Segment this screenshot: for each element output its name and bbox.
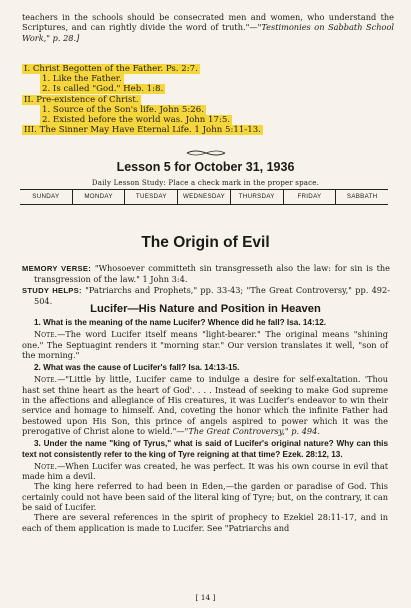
note-2: Note.—"Little by little, Lucifer came to indulge a desire for self-exaltation. 'Thou hast set thine heart as the heart of God'. . . . Instead of seeking to make God supreme in the affections and allegiance of His creatures, it was Lucifer's endeavor to win their service and homage to himself. And, coveting the honor which the infinite Father had bestowed upon His Son, this prince of angels aspired to power which it was the prerogative of Christ alone to wield."—"The Great Controversy," p. 494. <box>22 374 388 436</box>
intro-text: teachers in the schools should be consecrated men and women, who understand the Scriptures, and can rightly divide the word of truth."— <box>22 12 394 33</box>
question-1: 1. What is the meaning of the name Lucifer? Whence did he fall? Isa. 14:12. <box>34 318 327 327</box>
intro-source: "Testimonies on Sabbath School Work," p. 28.] <box>22 22 394 43</box>
note-3-paragraph: There are several references in the spirit of prophecy to Ezekiel 28:11-17, and in each of them application is made to Lucifer. See "Patriarchs and <box>22 512 388 533</box>
outline-item: 1. Source of the Son's life. John 5:26. <box>42 104 204 115</box>
memory-and-helps <box>22 263 390 306</box>
outline-item: III. The Sinner May Have Eternal Life. 1 John 5:11-13. <box>24 125 261 136</box>
intro-paragraph <box>22 12 394 43</box>
daily-study-line: Daily Lesson Study: Place a check mark in the proper space. <box>91 179 320 187</box>
outline-item: 1. Like the Father. <box>42 74 122 85</box>
section-heading: Lucifer—His Nature and Position in Heaven <box>90 303 321 315</box>
day-cell[interactable]: FRIDAY <box>284 190 337 204</box>
note-label: Note. <box>34 329 58 340</box>
day-cell[interactable]: SUNDAY <box>20 190 73 204</box>
lesson-outline <box>22 64 382 135</box>
note-2-source: "The Great Controversy," p. 494. <box>184 425 320 436</box>
outline-item: 2. Existed before the world was. John 17:5. <box>42 115 231 126</box>
divider-ornament-icon <box>185 149 227 157</box>
outline-item: II. Pre-existence of Christ. <box>24 94 139 105</box>
day-cell[interactable]: THURSDAY <box>231 190 284 204</box>
day-cell[interactable]: SABBATH <box>346 193 378 200</box>
note-label: Note. <box>34 460 58 471</box>
note-3-paragraph: The king here referred to had been in Eden,—the garden or paradise of God. This certainly could not have been said of the literal king of Tyre; but, on the contrary, it can be said of Lucifer. <box>22 481 388 513</box>
day-cell[interactable]: WEDNESDAY <box>178 190 231 204</box>
lesson-heading: Lesson 5 for October 31, 1936 <box>116 160 295 174</box>
memory-verse <box>22 263 390 285</box>
day-cell[interactable]: TUESDAY <box>125 190 178 204</box>
note-1: Note.—The word Lucifer itself means "light-bearer." The original means "shining one." The Septuagint renders it "morning star." Our version translates it well, "son of the morning." <box>22 329 388 360</box>
question-3: 3. Under the name "king of Tyrus," what is said of Lucifer's original nature? Why can this text not consistently refer to the king of Tyre reigning at that time? Ezek. 28:12, 13. <box>22 439 388 459</box>
lesson-title: The Origin of Evil <box>141 234 270 251</box>
outline-item: 2. Is called "God." Heb. 1:8. <box>42 84 164 95</box>
outline-item: I. Christ Begotten of the Father. Ps. 2:7. <box>24 64 198 74</box>
note-3: Note.—When Lucifer was created, he was perfect. It was his own course in evil that made him a devil. <box>22 460 388 482</box>
study-helps-text: "Patriarchs and Prophets," pp. 33-43; "The Great Controversy," pp. 492-504. <box>34 284 390 306</box>
question-2: 2. What was the cause of Lucifer's fall? Isa. 14:13-15. <box>34 363 240 373</box>
day-cell[interactable]: MONDAY <box>73 190 126 204</box>
page-number: [ 14 ] <box>195 593 216 602</box>
study-helps-label: STUDY HELPS: <box>22 285 82 295</box>
day-checkbox-row <box>20 189 388 205</box>
memory-verse-text: "Whosoever committeth sin transgresseth also the law: for sin is the transgression of the law." 1 John 3:4. <box>34 263 390 285</box>
memory-verse-label: MEMORY VERSE: <box>22 264 92 273</box>
lesson-body <box>22 318 388 536</box>
note-label: Note. <box>34 374 58 385</box>
